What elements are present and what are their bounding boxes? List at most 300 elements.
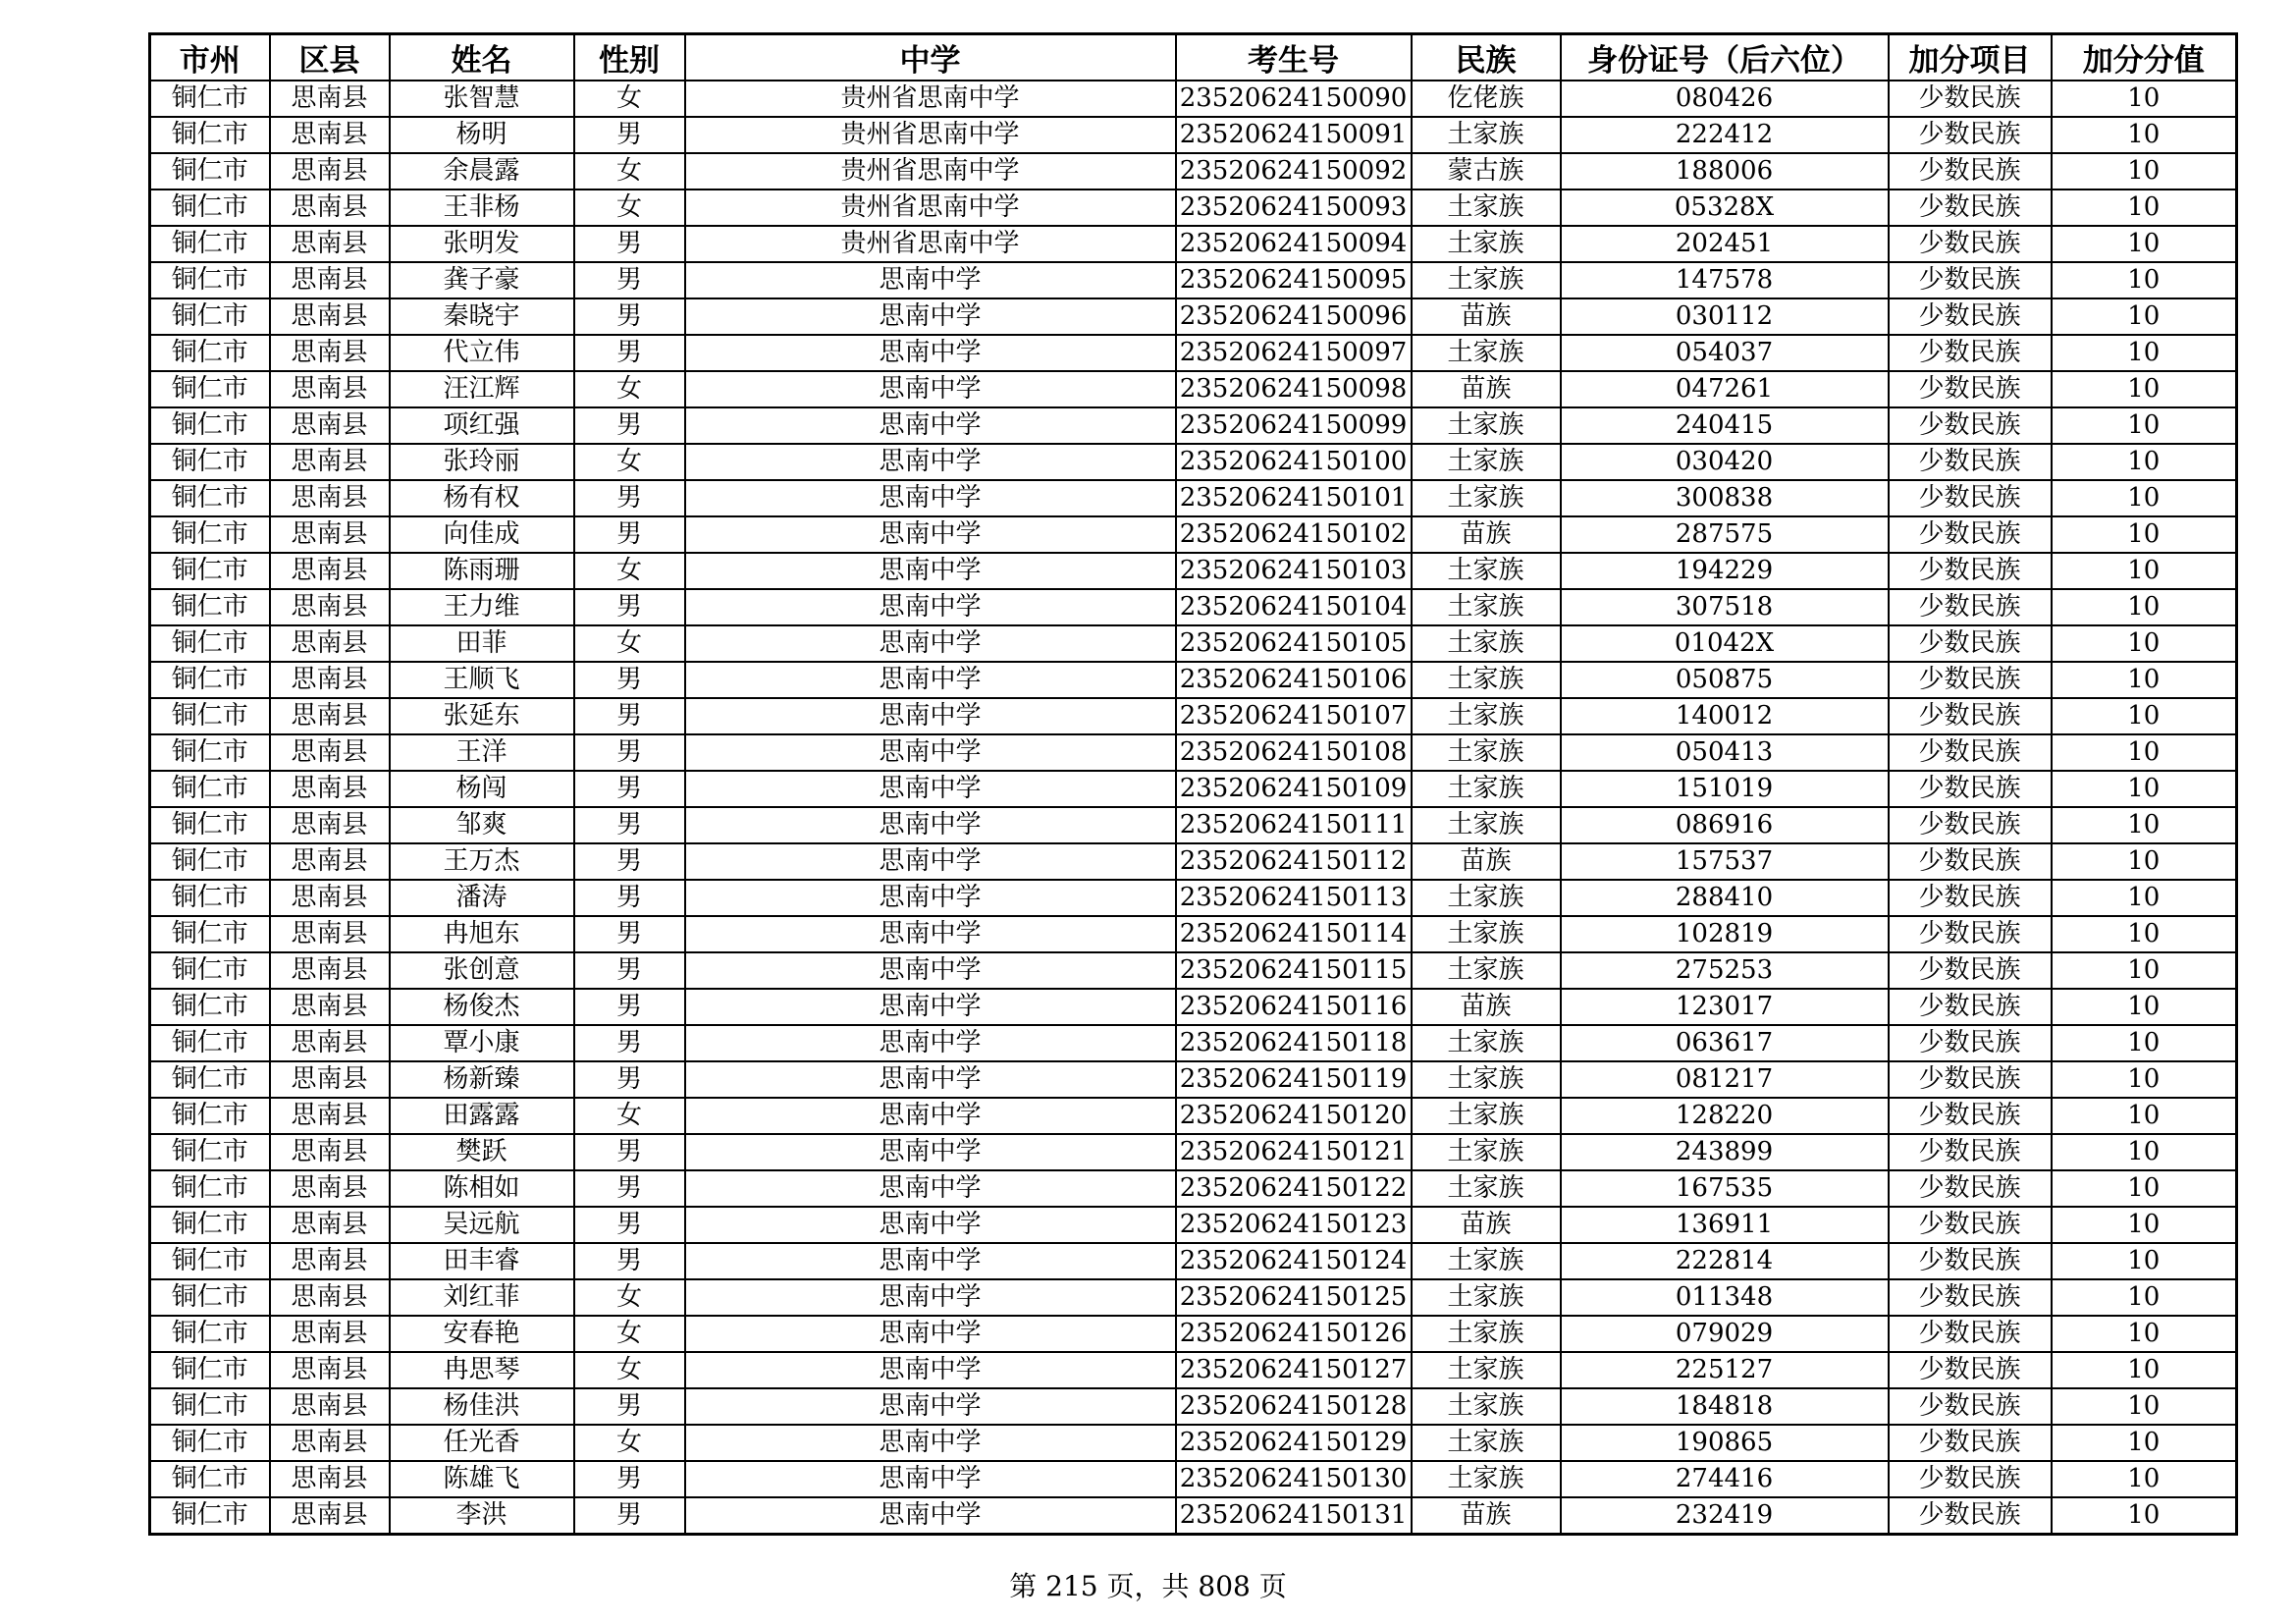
cell-id-last-six: 01042X	[1561, 625, 1889, 662]
cell-bonus-item: 少数民族	[1889, 189, 2052, 226]
cell-bonus-item: 少数民族	[1889, 734, 2052, 771]
cell-school: 贵州省思南中学	[685, 226, 1176, 262]
table-row	[150, 371, 2237, 407]
table-row	[150, 1243, 2237, 1279]
cell-ethnicity: 土家族	[1412, 335, 1561, 371]
cell-ethnicity: 土家族	[1412, 1170, 1561, 1207]
cell-name: 汪江辉	[390, 371, 574, 407]
cell-id-last-six: 202451	[1561, 226, 1889, 262]
cell-school: 思南中学	[685, 1461, 1176, 1497]
cell-city: 铜仁市	[150, 1134, 270, 1170]
cell-id-last-six: 167535	[1561, 1170, 1889, 1207]
cell-id-last-six: 128220	[1561, 1098, 1889, 1134]
cell-gender: 男	[574, 226, 685, 262]
cell-school: 思南中学	[685, 407, 1176, 444]
cell-gender: 女	[574, 553, 685, 589]
cell-bonus-item: 少数民族	[1889, 335, 2052, 371]
cell-gender: 女	[574, 1425, 685, 1461]
cell-bonus-item: 少数民族	[1889, 589, 2052, 625]
cell-exam-number: 23520624150127	[1176, 1352, 1412, 1388]
cell-ethnicity: 苗族	[1412, 516, 1561, 553]
table-row	[150, 480, 2237, 516]
cell-ethnicity: 苗族	[1412, 298, 1561, 335]
cell-city: 铜仁市	[150, 117, 270, 153]
cell-bonus-value: 10	[2052, 1134, 2237, 1170]
cell-ethnicity: 土家族	[1412, 1279, 1561, 1316]
cell-ethnicity: 苗族	[1412, 843, 1561, 880]
cell-bonus-value: 10	[2052, 843, 2237, 880]
cell-bonus-item: 少数民族	[1889, 407, 2052, 444]
cell-city: 铜仁市	[150, 480, 270, 516]
cell-ethnicity: 土家族	[1412, 189, 1561, 226]
cell-county: 思南县	[270, 262, 390, 298]
cell-name: 龚子豪	[390, 262, 574, 298]
cell-id-last-six: 047261	[1561, 371, 1889, 407]
cell-name: 田露露	[390, 1098, 574, 1134]
header-bonus-value: 加分分值	[2052, 34, 2237, 81]
cell-name: 潘涛	[390, 880, 574, 916]
cell-bonus-item: 少数民族	[1889, 625, 2052, 662]
cell-school: 思南中学	[685, 371, 1176, 407]
cell-gender: 男	[574, 516, 685, 553]
cell-bonus-item: 少数民族	[1889, 989, 2052, 1025]
cell-bonus-value: 10	[2052, 916, 2237, 952]
table-row	[150, 298, 2237, 335]
bonus-points-table	[148, 32, 2238, 1536]
cell-name: 张延东	[390, 698, 574, 734]
cell-gender: 女	[574, 81, 685, 117]
cell-name: 张创意	[390, 952, 574, 989]
header-city: 市州	[150, 34, 270, 81]
cell-bonus-value: 10	[2052, 734, 2237, 771]
cell-ethnicity: 土家族	[1412, 1098, 1561, 1134]
cell-gender: 女	[574, 1279, 685, 1316]
cell-city: 铜仁市	[150, 1207, 270, 1243]
cell-name: 王万杰	[390, 843, 574, 880]
cell-name: 陈雄飞	[390, 1461, 574, 1497]
cell-exam-number: 23520624150116	[1176, 989, 1412, 1025]
cell-id-last-six: 184818	[1561, 1388, 1889, 1425]
cell-gender: 男	[574, 952, 685, 989]
cell-gender: 男	[574, 1388, 685, 1425]
cell-name: 任光香	[390, 1425, 574, 1461]
cell-bonus-value: 10	[2052, 1170, 2237, 1207]
cell-county: 思南县	[270, 843, 390, 880]
cell-id-last-six: 275253	[1561, 952, 1889, 989]
cell-city: 铜仁市	[150, 1025, 270, 1061]
cell-city: 铜仁市	[150, 407, 270, 444]
cell-name: 项红强	[390, 407, 574, 444]
cell-name: 冉思琴	[390, 1352, 574, 1388]
cell-county: 思南县	[270, 1461, 390, 1497]
cell-ethnicity: 土家族	[1412, 1461, 1561, 1497]
cell-name: 田菲	[390, 625, 574, 662]
cell-gender: 男	[574, 1134, 685, 1170]
cell-school: 思南中学	[685, 1098, 1176, 1134]
cell-bonus-item: 少数民族	[1889, 1352, 2052, 1388]
table-row	[150, 662, 2237, 698]
cell-school: 思南中学	[685, 1352, 1176, 1388]
cell-exam-number: 23520624150091	[1176, 117, 1412, 153]
cell-ethnicity: 土家族	[1412, 407, 1561, 444]
cell-county: 思南县	[270, 1134, 390, 1170]
cell-id-last-six: 188006	[1561, 153, 1889, 189]
cell-ethnicity: 土家族	[1412, 698, 1561, 734]
cell-bonus-value: 10	[2052, 698, 2237, 734]
cell-school: 思南中学	[685, 1134, 1176, 1170]
cell-city: 铜仁市	[150, 989, 270, 1025]
cell-school: 贵州省思南中学	[685, 153, 1176, 189]
cell-school: 贵州省思南中学	[685, 189, 1176, 226]
cell-id-last-six: 194229	[1561, 553, 1889, 589]
cell-school: 思南中学	[685, 1243, 1176, 1279]
cell-name: 杨明	[390, 117, 574, 153]
cell-id-last-six: 050413	[1561, 734, 1889, 771]
cell-school: 思南中学	[685, 1497, 1176, 1535]
cell-gender: 女	[574, 1352, 685, 1388]
cell-ethnicity: 苗族	[1412, 371, 1561, 407]
cell-city: 铜仁市	[150, 807, 270, 843]
cell-name: 余晨露	[390, 153, 574, 189]
cell-bonus-item: 少数民族	[1889, 371, 2052, 407]
cell-id-last-six: 287575	[1561, 516, 1889, 553]
cell-school: 思南中学	[685, 1025, 1176, 1061]
cell-school: 思南中学	[685, 734, 1176, 771]
cell-gender: 男	[574, 298, 685, 335]
cell-name: 张玲丽	[390, 444, 574, 480]
cell-city: 铜仁市	[150, 226, 270, 262]
cell-exam-number: 23520624150106	[1176, 662, 1412, 698]
cell-city: 铜仁市	[150, 734, 270, 771]
cell-id-last-six: 080426	[1561, 81, 1889, 117]
table-row	[150, 734, 2237, 771]
cell-ethnicity: 苗族	[1412, 1207, 1561, 1243]
cell-exam-number: 23520624150102	[1176, 516, 1412, 553]
table-row	[150, 1352, 2237, 1388]
cell-bonus-item: 少数民族	[1889, 153, 2052, 189]
cell-ethnicity: 土家族	[1412, 262, 1561, 298]
cell-exam-number: 23520624150122	[1176, 1170, 1412, 1207]
cell-school: 思南中学	[685, 1170, 1176, 1207]
header-ethnicity: 民族	[1412, 34, 1561, 81]
cell-bonus-item: 少数民族	[1889, 262, 2052, 298]
cell-ethnicity: 土家族	[1412, 662, 1561, 698]
cell-name: 王力维	[390, 589, 574, 625]
cell-id-last-six: 243899	[1561, 1134, 1889, 1170]
cell-city: 铜仁市	[150, 1098, 270, 1134]
cell-county: 思南县	[270, 1098, 390, 1134]
cell-exam-number: 23520624150120	[1176, 1098, 1412, 1134]
cell-id-last-six: 288410	[1561, 880, 1889, 916]
cell-school: 思南中学	[685, 480, 1176, 516]
table-row	[150, 262, 2237, 298]
cell-id-last-six: 151019	[1561, 771, 1889, 807]
cell-bonus-value: 10	[2052, 1025, 2237, 1061]
cell-id-last-six: 300838	[1561, 480, 1889, 516]
cell-county: 思南县	[270, 189, 390, 226]
cell-bonus-item: 少数民族	[1889, 916, 2052, 952]
cell-exam-number: 23520624150096	[1176, 298, 1412, 335]
cell-city: 铜仁市	[150, 335, 270, 371]
cell-id-last-six: 190865	[1561, 1425, 1889, 1461]
cell-county: 思南县	[270, 516, 390, 553]
cell-name: 邹爽	[390, 807, 574, 843]
cell-name: 张明发	[390, 226, 574, 262]
table-row	[150, 807, 2237, 843]
cell-name: 陈雨珊	[390, 553, 574, 589]
cell-bonus-item: 少数民族	[1889, 226, 2052, 262]
cell-bonus-value: 10	[2052, 553, 2237, 589]
table-row	[150, 1316, 2237, 1352]
cell-ethnicity: 土家族	[1412, 1316, 1561, 1352]
cell-bonus-item: 少数民族	[1889, 480, 2052, 516]
cell-exam-number: 23520624150105	[1176, 625, 1412, 662]
cell-exam-number: 23520624150092	[1176, 153, 1412, 189]
cell-gender: 男	[574, 807, 685, 843]
cell-id-last-six: 081217	[1561, 1061, 1889, 1098]
cell-county: 思南县	[270, 916, 390, 952]
cell-ethnicity: 土家族	[1412, 1388, 1561, 1425]
cell-gender: 男	[574, 698, 685, 734]
cell-name: 杨俊杰	[390, 989, 574, 1025]
cell-bonus-value: 10	[2052, 1388, 2237, 1425]
cell-school: 思南中学	[685, 843, 1176, 880]
cell-city: 铜仁市	[150, 589, 270, 625]
cell-county: 思南县	[270, 1061, 390, 1098]
cell-ethnicity: 土家族	[1412, 226, 1561, 262]
cell-bonus-value: 10	[2052, 1461, 2237, 1497]
cell-bonus-value: 10	[2052, 1061, 2237, 1098]
document-sheet	[148, 32, 2235, 1536]
cell-gender: 女	[574, 444, 685, 480]
cell-school: 思南中学	[685, 1207, 1176, 1243]
cell-city: 铜仁市	[150, 153, 270, 189]
cell-city: 铜仁市	[150, 1461, 270, 1497]
cell-name: 张智慧	[390, 81, 574, 117]
cell-bonus-item: 少数民族	[1889, 807, 2052, 843]
cell-bonus-item: 少数民族	[1889, 444, 2052, 480]
header-exam-number: 考生号	[1176, 34, 1412, 81]
cell-exam-number: 23520624150093	[1176, 189, 1412, 226]
table-row	[150, 1461, 2237, 1497]
table-row	[150, 553, 2237, 589]
cell-bonus-value: 10	[2052, 226, 2237, 262]
cell-city: 铜仁市	[150, 662, 270, 698]
cell-county: 思南县	[270, 1243, 390, 1279]
cell-gender: 男	[574, 117, 685, 153]
cell-school: 思南中学	[685, 262, 1176, 298]
cell-bonus-item: 少数民族	[1889, 1134, 2052, 1170]
cell-id-last-six: 123017	[1561, 989, 1889, 1025]
cell-exam-number: 23520624150100	[1176, 444, 1412, 480]
cell-ethnicity: 蒙古族	[1412, 153, 1561, 189]
cell-county: 思南县	[270, 371, 390, 407]
cell-exam-number: 23520624150130	[1176, 1461, 1412, 1497]
cell-exam-number: 23520624150114	[1176, 916, 1412, 952]
cell-county: 思南县	[270, 117, 390, 153]
cell-school: 思南中学	[685, 625, 1176, 662]
cell-gender: 男	[574, 1207, 685, 1243]
cell-name: 王非杨	[390, 189, 574, 226]
cell-name: 杨新臻	[390, 1061, 574, 1098]
cell-exam-number: 23520624150101	[1176, 480, 1412, 516]
table-row	[150, 1425, 2237, 1461]
cell-gender: 男	[574, 989, 685, 1025]
cell-gender: 女	[574, 371, 685, 407]
cell-gender: 女	[574, 189, 685, 226]
cell-county: 思南县	[270, 444, 390, 480]
cell-id-last-six: 086916	[1561, 807, 1889, 843]
cell-exam-number: 23520624150113	[1176, 880, 1412, 916]
cell-school: 思南中学	[685, 553, 1176, 589]
cell-name: 刘红菲	[390, 1279, 574, 1316]
cell-city: 铜仁市	[150, 1279, 270, 1316]
cell-bonus-value: 10	[2052, 1316, 2237, 1352]
cell-name: 李洪	[390, 1497, 574, 1535]
table-row	[150, 625, 2237, 662]
cell-exam-number: 23520624150099	[1176, 407, 1412, 444]
cell-ethnicity: 土家族	[1412, 1061, 1561, 1098]
cell-bonus-item: 少数民族	[1889, 1170, 2052, 1207]
cell-county: 思南县	[270, 1207, 390, 1243]
cell-city: 铜仁市	[150, 698, 270, 734]
cell-county: 思南县	[270, 952, 390, 989]
cell-city: 铜仁市	[150, 444, 270, 480]
cell-county: 思南县	[270, 1388, 390, 1425]
cell-gender: 男	[574, 1170, 685, 1207]
cell-bonus-value: 10	[2052, 1207, 2237, 1243]
cell-id-last-six: 147578	[1561, 262, 1889, 298]
header-bonus-item: 加分项目	[1889, 34, 2052, 81]
cell-city: 铜仁市	[150, 952, 270, 989]
cell-ethnicity: 土家族	[1412, 807, 1561, 843]
table-row	[150, 880, 2237, 916]
table-row	[150, 1497, 2237, 1535]
header-school: 中学	[685, 34, 1176, 81]
cell-name: 冉旭东	[390, 916, 574, 952]
cell-name: 王洋	[390, 734, 574, 771]
cell-bonus-item: 少数民族	[1889, 698, 2052, 734]
cell-exam-number: 23520624150125	[1176, 1279, 1412, 1316]
header-county: 区县	[270, 34, 390, 81]
cell-exam-number: 23520624150124	[1176, 1243, 1412, 1279]
cell-ethnicity: 土家族	[1412, 625, 1561, 662]
cell-name: 田丰睿	[390, 1243, 574, 1279]
cell-gender: 男	[574, 407, 685, 444]
cell-school: 贵州省思南中学	[685, 81, 1176, 117]
cell-gender: 男	[574, 1061, 685, 1098]
cell-bonus-item: 少数民族	[1889, 1388, 2052, 1425]
cell-id-last-six: 063617	[1561, 1025, 1889, 1061]
cell-bonus-item: 少数民族	[1889, 1243, 2052, 1279]
header-row	[150, 34, 2237, 81]
cell-exam-number: 23520624150129	[1176, 1425, 1412, 1461]
cell-bonus-item: 少数民族	[1889, 1025, 2052, 1061]
table-row	[150, 117, 2237, 153]
cell-ethnicity: 土家族	[1412, 880, 1561, 916]
cell-exam-number: 23520624150119	[1176, 1061, 1412, 1098]
cell-name: 杨闯	[390, 771, 574, 807]
cell-county: 思南县	[270, 407, 390, 444]
cell-bonus-item: 少数民族	[1889, 1461, 2052, 1497]
cell-county: 思南县	[270, 771, 390, 807]
cell-bonus-item: 少数民族	[1889, 553, 2052, 589]
cell-exam-number: 23520624150108	[1176, 734, 1412, 771]
cell-gender: 男	[574, 843, 685, 880]
cell-exam-number: 23520624150112	[1176, 843, 1412, 880]
cell-bonus-item: 少数民族	[1889, 843, 2052, 880]
cell-bonus-value: 10	[2052, 662, 2237, 698]
table-row	[150, 335, 2237, 371]
cell-gender: 男	[574, 335, 685, 371]
cell-school: 贵州省思南中学	[685, 117, 1176, 153]
cell-city: 铜仁市	[150, 771, 270, 807]
header-gender: 性别	[574, 34, 685, 81]
cell-county: 思南县	[270, 989, 390, 1025]
cell-name: 代立伟	[390, 335, 574, 371]
cell-name: 向佳成	[390, 516, 574, 553]
cell-bonus-value: 10	[2052, 989, 2237, 1025]
cell-id-last-six: 05328X	[1561, 189, 1889, 226]
cell-school: 思南中学	[685, 952, 1176, 989]
cell-bonus-value: 10	[2052, 1243, 2237, 1279]
cell-bonus-value: 10	[2052, 262, 2237, 298]
cell-school: 思南中学	[685, 298, 1176, 335]
cell-city: 铜仁市	[150, 1061, 270, 1098]
cell-city: 铜仁市	[150, 553, 270, 589]
cell-ethnicity: 土家族	[1412, 916, 1561, 952]
cell-school: 思南中学	[685, 1316, 1176, 1352]
cell-county: 思南县	[270, 734, 390, 771]
cell-bonus-item: 少数民族	[1889, 1497, 2052, 1535]
table-row	[150, 407, 2237, 444]
cell-bonus-item: 少数民族	[1889, 662, 2052, 698]
cell-bonus-item: 少数民族	[1889, 81, 2052, 117]
cell-exam-number: 23520624150098	[1176, 371, 1412, 407]
cell-id-last-six: 011348	[1561, 1279, 1889, 1316]
cell-exam-number: 23520624150115	[1176, 952, 1412, 989]
cell-bonus-value: 10	[2052, 952, 2237, 989]
cell-ethnicity: 土家族	[1412, 1134, 1561, 1170]
table-row	[150, 916, 2237, 952]
cell-id-last-six: 225127	[1561, 1352, 1889, 1388]
cell-id-last-six: 222814	[1561, 1243, 1889, 1279]
table-row	[150, 444, 2237, 480]
cell-county: 思南县	[270, 807, 390, 843]
cell-gender: 男	[574, 771, 685, 807]
cell-gender: 女	[574, 1316, 685, 1352]
cell-gender: 男	[574, 1497, 685, 1535]
cell-bonus-value: 10	[2052, 589, 2237, 625]
cell-exam-number: 23520624150095	[1176, 262, 1412, 298]
cell-exam-number: 23520624150118	[1176, 1025, 1412, 1061]
cell-id-last-six: 050875	[1561, 662, 1889, 698]
cell-city: 铜仁市	[150, 1243, 270, 1279]
cell-city: 铜仁市	[150, 625, 270, 662]
cell-bonus-item: 少数民族	[1889, 117, 2052, 153]
cell-bonus-value: 10	[2052, 298, 2237, 335]
cell-school: 思南中学	[685, 335, 1176, 371]
cell-exam-number: 23520624150131	[1176, 1497, 1412, 1535]
cell-id-last-six: 307518	[1561, 589, 1889, 625]
cell-name: 杨有权	[390, 480, 574, 516]
cell-gender: 男	[574, 1461, 685, 1497]
cell-id-last-six: 136911	[1561, 1207, 1889, 1243]
cell-bonus-value: 10	[2052, 335, 2237, 371]
cell-county: 思南县	[270, 880, 390, 916]
cell-ethnicity: 土家族	[1412, 771, 1561, 807]
cell-bonus-item: 少数民族	[1889, 1425, 2052, 1461]
